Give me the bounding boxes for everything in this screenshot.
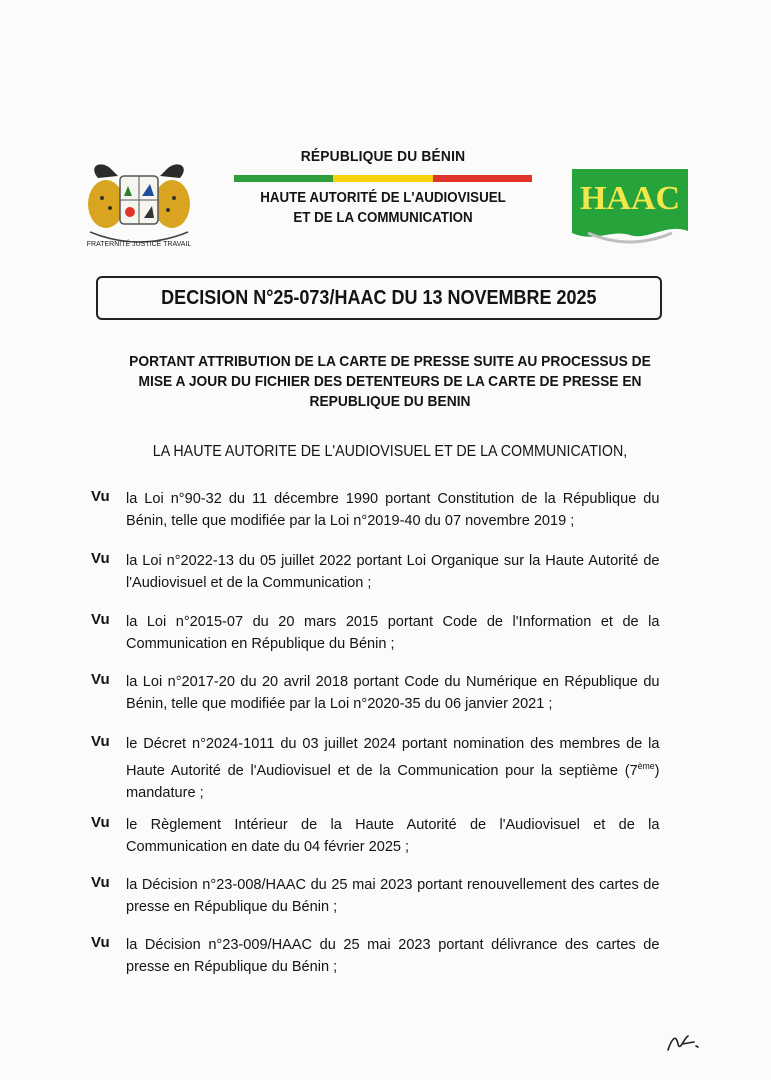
consideration-text: la Loi n°2022-13 du 05 juillet 2022 portant Loi Organique sur la Haute Autorité de l'Audiovisuel et de la Communication ; (126, 552, 660, 591)
consideration-text: la Loi n°90-32 du 11 décembre 1990 portant Constitution de la République du Bénin, telle que modifiée par la Loi n°2019-40 du 07 novembre 2019 ; (126, 490, 660, 529)
vu-label: Vu (91, 611, 110, 628)
decree-text: le Décret n°2024-1011 du 03 juillet 2024 portant nomination des membres de la Haute Autorité de l'Audiovisuel et de la Communication pour la septième (7 (126, 735, 660, 779)
authority-name (240, 188, 525, 228)
decision-title-box (96, 276, 662, 320)
vu-label: Vu (91, 934, 110, 951)
flag-stripe (234, 175, 532, 182)
svg-text:FRATERNITÉ JUSTICE TRAVAIL: FRATERNITÉ JUSTICE TRAVAIL (86, 241, 192, 248)
consideration-text: le Règlement Intérieur de la Haute Autorité de l'Audiovisuel et de la Communication en date du 04 février 2025 ; (126, 816, 660, 855)
vu-label: Vu (91, 814, 110, 831)
preamble: LA HAUTE AUTORITE DE L'AUDIOVISUEL ET DE LA COMMUNICATION, (152, 443, 628, 460)
vu-label: Vu (91, 733, 110, 750)
vu-label: Vu (91, 671, 110, 688)
flag-red (433, 175, 532, 182)
decision-subject (86, 352, 693, 412)
subject-line-2: MISE A JOUR DU FICHIER DES DETENTEURS DE LA CARTE DE PRESSE EN (138, 373, 642, 390)
ordinal-superscript: ème (637, 761, 655, 771)
decree-text-end: ) mandature ; (126, 762, 660, 801)
authority-line-1: HAUTE AUTORITÉ DE L'AUDIOVISUEL (260, 190, 506, 206)
flag-yellow (333, 175, 432, 182)
consideration-text: la Loi n°2015-07 du 20 mars 2015 portant Code de l'Information et de la Communication en République du Bénin ; (126, 613, 660, 652)
consideration-text: la Loi n°2017-20 du 20 avril 2018 portant Code du Numérique en République du Bénin, telle que modifiée par la Loi n°2020-35 du 06 janvier 2021 ; (126, 673, 660, 712)
subject-line-3: REPUBLIQUE DU BENIN (309, 393, 471, 410)
coat-of-arms-emblem (78, 160, 200, 256)
flag-green (234, 175, 333, 182)
consideration-text: la Décision n°23-009/HAAC du 25 mai 2023 portant délivrance des cartes de presse en République du Bénin ; (126, 936, 660, 975)
vu-label: Vu (91, 488, 110, 505)
svg-text:HAAC: HAAC (579, 180, 681, 217)
handwritten-initials (664, 1030, 706, 1056)
authority-line-2: ET DE LA COMMUNICATION (293, 210, 473, 226)
consideration-text (126, 733, 660, 804)
haac-logo (568, 165, 692, 245)
consideration-text: la Décision n°23-008/HAAC du 25 mai 2023 portant renouvellement des cartes de presse en République du Bénin ; (126, 876, 660, 915)
header-block (228, 148, 538, 228)
country-name: RÉPUBLIQUE DU BÉNIN (300, 148, 466, 165)
subject-line-1: PORTANT ATTRIBUTION DE LA CARTE DE PRESSE SUITE AU PROCESSUS DE (129, 353, 651, 370)
vu-label: Vu (91, 874, 110, 891)
decision-title: DECISION N°25-073/HAAC DU 13 NOVEMBRE 2025 (161, 286, 597, 309)
vu-label: Vu (91, 550, 110, 567)
